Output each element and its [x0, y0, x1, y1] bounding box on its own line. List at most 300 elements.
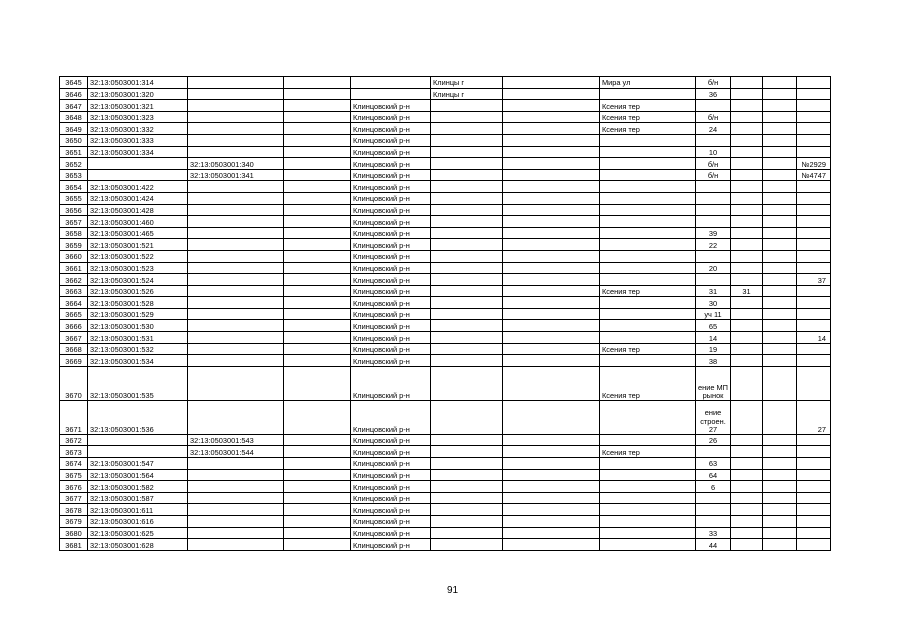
extra-number-cell [731, 297, 763, 309]
empty-cell [503, 343, 600, 355]
cadastral-number-cell: 32:13:0503001:532 [88, 343, 188, 355]
empty-cell [284, 469, 351, 481]
district-cell: Клинцовский р-н [351, 285, 431, 297]
table-row [60, 123, 831, 135]
empty-cell [284, 297, 351, 309]
empty-cell [284, 158, 351, 170]
district-cell: Клинцовский р-н [351, 111, 431, 123]
house-cell [696, 504, 731, 516]
cadastral-number-cell: 32:13:0503001:611 [88, 504, 188, 516]
empty-cell [503, 192, 600, 204]
row-number-cell: 3645 [60, 77, 88, 89]
house-cell: 63 [696, 458, 731, 470]
house-cell [696, 216, 731, 228]
table-row [60, 146, 831, 158]
extra-note-cell [797, 446, 831, 458]
extra-note-cell [797, 434, 831, 446]
district-cell: Клинцовский р-н [351, 492, 431, 504]
extra-number-cell [731, 458, 763, 470]
street-cell [600, 539, 696, 551]
table-row [60, 285, 831, 297]
district-cell: Клинцовский р-н [351, 169, 431, 181]
district-cell: Клинцовский р-н [351, 308, 431, 320]
empty-cell [503, 146, 600, 158]
table-row [60, 355, 831, 367]
empty-cell [284, 262, 351, 274]
extra-note-cell [797, 262, 831, 274]
street-cell: Ксения тер [600, 123, 696, 135]
row-number-cell: 3668 [60, 343, 88, 355]
city-cell [431, 527, 503, 539]
empty-cell [763, 355, 797, 367]
city-cell [431, 434, 503, 446]
street-cell: Мира ул [600, 77, 696, 89]
empty-cell [763, 262, 797, 274]
house-cell: 19 [696, 343, 731, 355]
district-cell: Клинцовский р-н [351, 527, 431, 539]
cadastral-number-alt-cell [188, 469, 284, 481]
district-cell: Клинцовский р-н [351, 458, 431, 470]
extra-number-cell [731, 181, 763, 193]
street-cell [600, 158, 696, 170]
street-cell [600, 250, 696, 262]
row-number-cell: 3651 [60, 146, 88, 158]
cadastral-number-cell: 32:13:0503001:424 [88, 192, 188, 204]
cadastral-number-cell: 32:13:0503001:529 [88, 308, 188, 320]
city-cell [431, 100, 503, 112]
empty-cell [763, 434, 797, 446]
district-cell: Клинцовский р-н [351, 123, 431, 135]
empty-cell [503, 446, 600, 458]
table-row [60, 227, 831, 239]
cadastral-number-cell: 32:13:0503001:628 [88, 539, 188, 551]
city-cell [431, 481, 503, 493]
row-number-cell: 3658 [60, 227, 88, 239]
row-number-cell: 3653 [60, 169, 88, 181]
extra-note-cell [797, 308, 831, 320]
empty-cell [503, 332, 600, 344]
house-cell: 6 [696, 481, 731, 493]
extra-note-cell [797, 492, 831, 504]
district-cell: Клинцовский р-н [351, 481, 431, 493]
extra-number-cell [731, 239, 763, 251]
empty-cell [763, 366, 797, 400]
city-cell [431, 262, 503, 274]
cadastral-number-alt-cell [188, 123, 284, 135]
empty-cell [284, 343, 351, 355]
district-cell: Клинцовский р-н [351, 297, 431, 309]
empty-cell [284, 250, 351, 262]
cadastral-number-cell: 32:13:0503001:616 [88, 516, 188, 528]
house-cell: 31 [696, 285, 731, 297]
extra-note-cell [797, 481, 831, 493]
table-row [60, 100, 831, 112]
cadastral-number-cell: 32:13:0503001:587 [88, 492, 188, 504]
street-cell [600, 527, 696, 539]
cadastral-number-alt-cell [188, 539, 284, 551]
extra-number-cell [731, 527, 763, 539]
house-cell: 44 [696, 539, 731, 551]
district-cell: Клинцовский р-н [351, 158, 431, 170]
house-cell: 33 [696, 527, 731, 539]
street-cell [600, 88, 696, 100]
row-number-cell: 3663 [60, 285, 88, 297]
empty-cell [503, 434, 600, 446]
district-cell: Клинцовский р-н [351, 192, 431, 204]
row-number-cell: 3673 [60, 446, 88, 458]
cadastral-number-alt-cell [188, 262, 284, 274]
city-cell [431, 169, 503, 181]
house-cell [696, 250, 731, 262]
empty-cell [284, 366, 351, 400]
extra-note-cell: №4747 [797, 169, 831, 181]
empty-cell [284, 504, 351, 516]
city-cell [431, 204, 503, 216]
empty-cell [284, 400, 351, 434]
empty-cell [284, 285, 351, 297]
house-cell: 26 [696, 434, 731, 446]
empty-cell [284, 516, 351, 528]
cadastral-number-alt-cell [188, 400, 284, 434]
extra-number-cell [731, 516, 763, 528]
empty-cell [284, 492, 351, 504]
empty-cell [503, 169, 600, 181]
cadastral-number-cell: 32:13:0503001:535 [88, 366, 188, 400]
table-row [60, 192, 831, 204]
city-cell [431, 181, 503, 193]
row-number-cell: 3650 [60, 134, 88, 146]
table-row [60, 158, 831, 170]
street-cell [600, 181, 696, 193]
empty-cell [284, 169, 351, 181]
city-cell [431, 123, 503, 135]
row-number-cell: 3669 [60, 355, 88, 367]
cadastral-number-alt-cell [188, 504, 284, 516]
house-cell [696, 204, 731, 216]
cadastral-number-cell: 32:13:0503001:320 [88, 88, 188, 100]
street-cell: Ксения тер [600, 285, 696, 297]
empty-cell [763, 274, 797, 286]
extra-number-cell [731, 320, 763, 332]
extra-note-cell [797, 250, 831, 262]
empty-cell [763, 285, 797, 297]
empty-cell [503, 366, 600, 400]
table-row [60, 262, 831, 274]
cadastral-number-alt-cell [188, 100, 284, 112]
street-cell [600, 400, 696, 434]
district-cell: Клинцовский р-н [351, 366, 431, 400]
cadastral-number-cell: 32:13:0503001:321 [88, 100, 188, 112]
street-cell [600, 204, 696, 216]
street-cell [600, 434, 696, 446]
extra-note-cell [797, 100, 831, 112]
empty-cell [503, 527, 600, 539]
empty-cell [763, 169, 797, 181]
empty-cell [503, 274, 600, 286]
city-cell [431, 458, 503, 470]
extra-note-cell [797, 458, 831, 470]
extra-number-cell [731, 192, 763, 204]
empty-cell [763, 539, 797, 551]
empty-cell [763, 123, 797, 135]
street-cell: Ксения тер [600, 111, 696, 123]
cadastral-number-cell: 32:13:0503001:524 [88, 274, 188, 286]
house-cell: 36 [696, 88, 731, 100]
extra-note-cell [797, 192, 831, 204]
cadastral-number-cell: 32:13:0503001:526 [88, 285, 188, 297]
empty-cell [284, 181, 351, 193]
cadastral-number-cell: 32:13:0503001:564 [88, 469, 188, 481]
house-cell [696, 274, 731, 286]
extra-number-cell [731, 262, 763, 274]
empty-cell [763, 216, 797, 228]
city-cell [431, 469, 503, 481]
row-number-cell: 3660 [60, 250, 88, 262]
empty-cell [503, 262, 600, 274]
extra-number-cell [731, 250, 763, 262]
city-cell [431, 216, 503, 228]
district-cell: Клинцовский р-н [351, 320, 431, 332]
cadastral-number-cell: 32:13:0503001:333 [88, 134, 188, 146]
empty-cell [284, 355, 351, 367]
empty-cell [284, 88, 351, 100]
district-cell: Клинцовский р-н [351, 216, 431, 228]
street-cell [600, 469, 696, 481]
cadastral-number-cell [88, 158, 188, 170]
extra-number-cell [731, 492, 763, 504]
table-row [60, 469, 831, 481]
empty-cell [503, 297, 600, 309]
street-cell [600, 134, 696, 146]
street-cell [600, 458, 696, 470]
street-cell [600, 504, 696, 516]
city-cell [431, 320, 503, 332]
extra-number-cell [731, 539, 763, 551]
empty-cell [763, 192, 797, 204]
extra-number-cell [731, 366, 763, 400]
table-row [60, 308, 831, 320]
cadastral-number-alt-cell [188, 77, 284, 89]
empty-cell [763, 504, 797, 516]
cadastral-number-cell: 32:13:0503001:523 [88, 262, 188, 274]
cadastral-number-alt-cell [188, 216, 284, 228]
street-cell [600, 297, 696, 309]
street-cell: Ксения тер [600, 366, 696, 400]
city-cell [431, 192, 503, 204]
row-number-cell: 3680 [60, 527, 88, 539]
empty-cell [284, 123, 351, 135]
street-cell [600, 169, 696, 181]
empty-cell [503, 539, 600, 551]
empty-cell [503, 469, 600, 481]
empty-cell [503, 134, 600, 146]
district-cell: Клинцовский р-н [351, 446, 431, 458]
cadastral-number-cell [88, 446, 188, 458]
extra-note-cell [797, 539, 831, 551]
empty-cell [284, 134, 351, 146]
cadastral-number-alt-cell: 32:13:0503001:341 [188, 169, 284, 181]
empty-cell [284, 100, 351, 112]
cadastral-number-alt-cell [188, 516, 284, 528]
empty-cell [503, 158, 600, 170]
street-cell [600, 262, 696, 274]
empty-cell [503, 111, 600, 123]
empty-cell [503, 285, 600, 297]
cadastral-number-cell: 32:13:0503001:314 [88, 77, 188, 89]
extra-note-cell [797, 216, 831, 228]
extra-note-cell [797, 516, 831, 528]
street-cell [600, 492, 696, 504]
district-cell: Клинцовский р-н [351, 262, 431, 274]
empty-cell [763, 77, 797, 89]
district-cell: Клинцовский р-н [351, 239, 431, 251]
table-row [60, 169, 831, 181]
table-row [60, 134, 831, 146]
empty-cell [763, 100, 797, 112]
empty-cell [284, 146, 351, 158]
empty-cell [763, 239, 797, 251]
district-cell: Клинцовский р-н [351, 250, 431, 262]
extra-number-cell [731, 343, 763, 355]
city-cell [431, 146, 503, 158]
house-cell: 38 [696, 355, 731, 367]
row-number-cell: 3679 [60, 516, 88, 528]
city-cell [431, 400, 503, 434]
house-cell: 64 [696, 469, 731, 481]
extra-note-cell: 14 [797, 332, 831, 344]
district-cell: Клинцовский р-н [351, 504, 431, 516]
row-number-cell: 3654 [60, 181, 88, 193]
extra-note-cell [797, 355, 831, 367]
extra-number-cell [731, 204, 763, 216]
empty-cell [284, 332, 351, 344]
table-row [60, 320, 831, 332]
extra-number-cell [731, 308, 763, 320]
city-cell [431, 297, 503, 309]
cadastral-number-alt-cell [188, 274, 284, 286]
street-cell [600, 308, 696, 320]
city-cell [431, 274, 503, 286]
page-number: 91 [446, 585, 459, 596]
cadastral-number-cell: 32:13:0503001:534 [88, 355, 188, 367]
cadastral-number-alt-cell [188, 227, 284, 239]
cadastral-number-alt-cell: 32:13:0503001:544 [188, 446, 284, 458]
street-cell [600, 332, 696, 344]
extra-note-cell: 27 [797, 400, 831, 434]
house-cell [696, 492, 731, 504]
extra-note-cell [797, 527, 831, 539]
cadastral-number-alt-cell [188, 308, 284, 320]
house-cell: б/н [696, 111, 731, 123]
empty-cell [503, 181, 600, 193]
table-row [60, 343, 831, 355]
street-cell [600, 146, 696, 158]
street-cell [600, 516, 696, 528]
cadastral-number-alt-cell: 32:13:0503001:340 [188, 158, 284, 170]
empty-cell [763, 158, 797, 170]
district-cell: Клинцовский р-н [351, 227, 431, 239]
empty-cell [503, 481, 600, 493]
empty-cell [284, 204, 351, 216]
empty-cell [284, 239, 351, 251]
cadastral-number-alt-cell [188, 250, 284, 262]
table-row [60, 539, 831, 551]
cadastral-number-cell: 32:13:0503001:531 [88, 332, 188, 344]
extra-note-cell: 37 [797, 274, 831, 286]
house-cell [696, 446, 731, 458]
cadastral-number-alt-cell [188, 134, 284, 146]
district-cell: Клинцовский р-н [351, 204, 431, 216]
table-row [60, 504, 831, 516]
extra-note-cell [797, 239, 831, 251]
extra-number-cell [731, 469, 763, 481]
cadastral-number-cell [88, 169, 188, 181]
row-number-cell: 3671 [60, 400, 88, 434]
house-cell: 14 [696, 332, 731, 344]
city-cell [431, 504, 503, 516]
table-row [60, 481, 831, 493]
street-cell [600, 239, 696, 251]
extra-note-cell [797, 123, 831, 135]
table-row [60, 216, 831, 228]
city-cell [431, 446, 503, 458]
extra-note-cell [797, 343, 831, 355]
row-number-cell: 3676 [60, 481, 88, 493]
district-cell: Клинцовский р-н [351, 539, 431, 551]
empty-cell [503, 320, 600, 332]
city-cell [431, 285, 503, 297]
empty-cell [763, 481, 797, 493]
cadastral-number-cell: 32:13:0503001:422 [88, 181, 188, 193]
extra-number-cell [731, 332, 763, 344]
extra-note-cell [797, 320, 831, 332]
row-number-cell: 3662 [60, 274, 88, 286]
extra-number-cell [731, 434, 763, 446]
city-cell [431, 539, 503, 551]
extra-number-cell [731, 88, 763, 100]
cadastral-number-alt-cell [188, 343, 284, 355]
street-cell [600, 481, 696, 493]
empty-cell [763, 400, 797, 434]
empty-cell [503, 100, 600, 112]
row-number-cell: 3667 [60, 332, 88, 344]
row-number-cell: 3681 [60, 539, 88, 551]
city-cell [431, 308, 503, 320]
cadastral-number-cell: 32:13:0503001:323 [88, 111, 188, 123]
table-row [60, 181, 831, 193]
house-cell: 24 [696, 123, 731, 135]
extra-number-cell [731, 446, 763, 458]
table-row [60, 527, 831, 539]
row-number-cell: 3647 [60, 100, 88, 112]
house-cell: 65 [696, 320, 731, 332]
cadastral-number-alt-cell [188, 88, 284, 100]
cadastral-number-alt-cell [188, 458, 284, 470]
district-cell: Клинцовский р-н [351, 343, 431, 355]
empty-cell [284, 320, 351, 332]
house-cell: ение МП рынок [696, 366, 731, 400]
street-cell [600, 355, 696, 367]
district-cell: Клинцовский р-н [351, 332, 431, 344]
district-cell: Клинцовский р-н [351, 100, 431, 112]
empty-cell [763, 469, 797, 481]
city-cell [431, 355, 503, 367]
city-cell [431, 492, 503, 504]
empty-cell [503, 204, 600, 216]
empty-cell [503, 77, 600, 89]
house-cell: б/н [696, 158, 731, 170]
table-row [60, 400, 831, 434]
